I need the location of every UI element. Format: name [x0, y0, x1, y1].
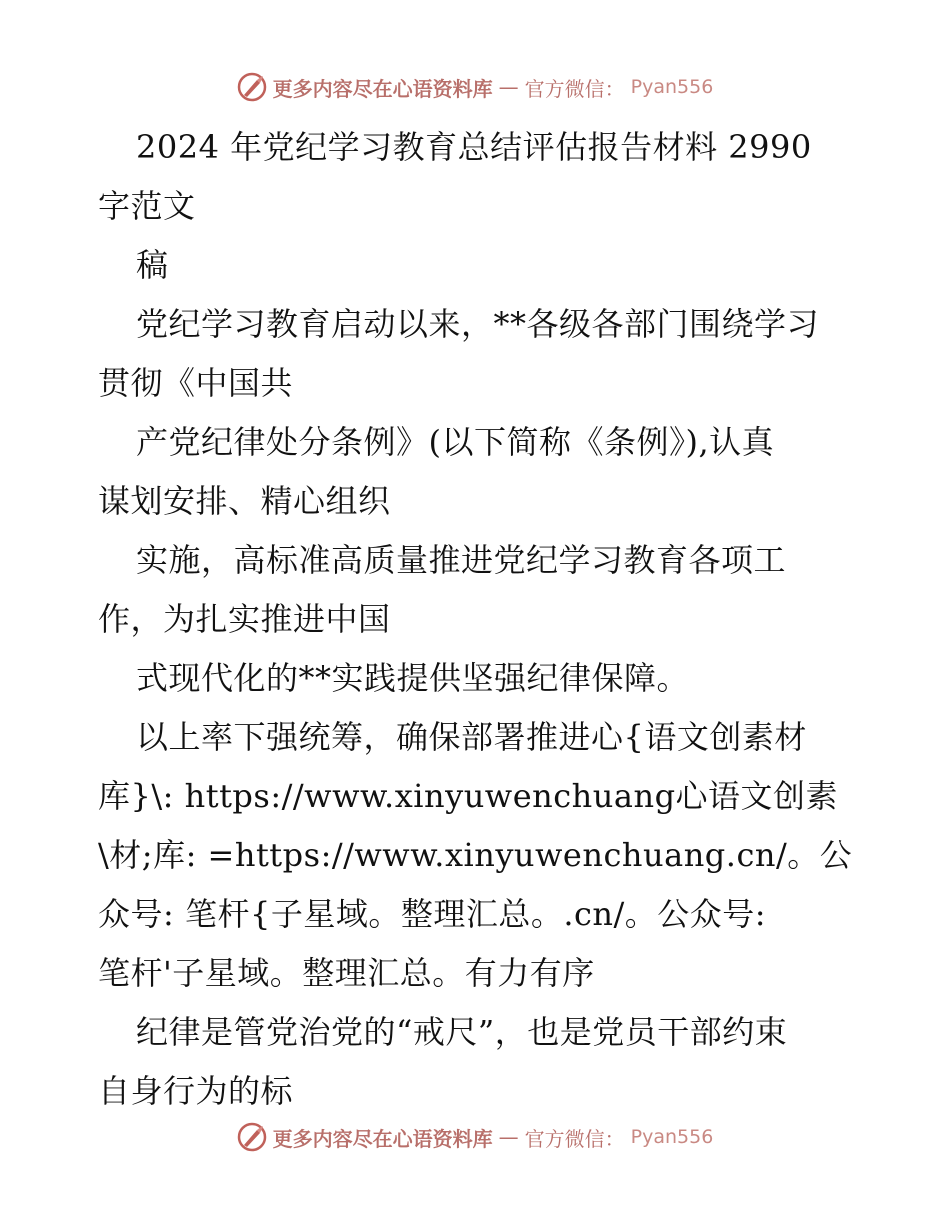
watermark-wechat-id: Pyan556 — [630, 76, 714, 98]
text-line: 笔杆'子星域。整理汇总。有力有序 — [98, 954, 595, 992]
text-line: 字范文 — [98, 187, 196, 225]
text-line: 式现代化的**实践提供坚强纪律保障。 — [136, 659, 690, 697]
quill-logo-icon — [237, 72, 267, 102]
document-body — [98, 118, 868, 1121]
text-line: 产党纪律处分条例》(以下简称《条例》),认真 — [136, 423, 775, 461]
footer-watermark — [0, 1122, 950, 1152]
watermark-separator: — — [498, 75, 519, 99]
text-line: 贯彻《中国共 — [98, 364, 294, 402]
text-line: 纪律是管党治党的“戒尺”，也是党员干部约束 — [136, 1013, 788, 1051]
header-watermark — [0, 72, 950, 102]
text-line: 作，为扎实推进中国 — [98, 600, 391, 638]
watermark-official-label: 官方微信： — [524, 76, 625, 101]
text-line: 以上率下强统筹，确保部署推进心{语文创素材 — [136, 718, 807, 756]
text-line: 谋划安排、精心组织 — [98, 482, 391, 520]
text-line: 实施，高标准高质量推进党纪学习教育各项工 — [136, 541, 787, 579]
text-line: 党纪学习教育启动以来，**各级各部门围绕学习 — [136, 305, 820, 343]
text-line: 众号: 笔杆{子星域。整理汇总。.cn/。公众号: — [98, 895, 767, 933]
text-line: 稿 — [136, 246, 169, 284]
text-line: 自身行为的标 — [98, 1072, 294, 1110]
watermark-brand: 更多内容尽在心语资料库 — [272, 76, 493, 101]
watermark-official-label: 官方微信： — [524, 1126, 625, 1151]
quill-logo-icon — [237, 1122, 267, 1152]
watermark-brand: 更多内容尽在心语资料库 — [272, 1126, 493, 1151]
text-line: 库}\: https://www.xinyuwenchuang心语文创素 — [98, 777, 839, 815]
text-line: 2024 年党纪学习教育总结评估报告材料 2990 — [136, 128, 812, 166]
watermark-separator: — — [498, 1125, 519, 1149]
watermark-wechat-id: Pyan556 — [630, 1126, 714, 1148]
text-line: \材;库: =https://www.xinyuwenchuang.cn/。公 — [98, 836, 853, 874]
